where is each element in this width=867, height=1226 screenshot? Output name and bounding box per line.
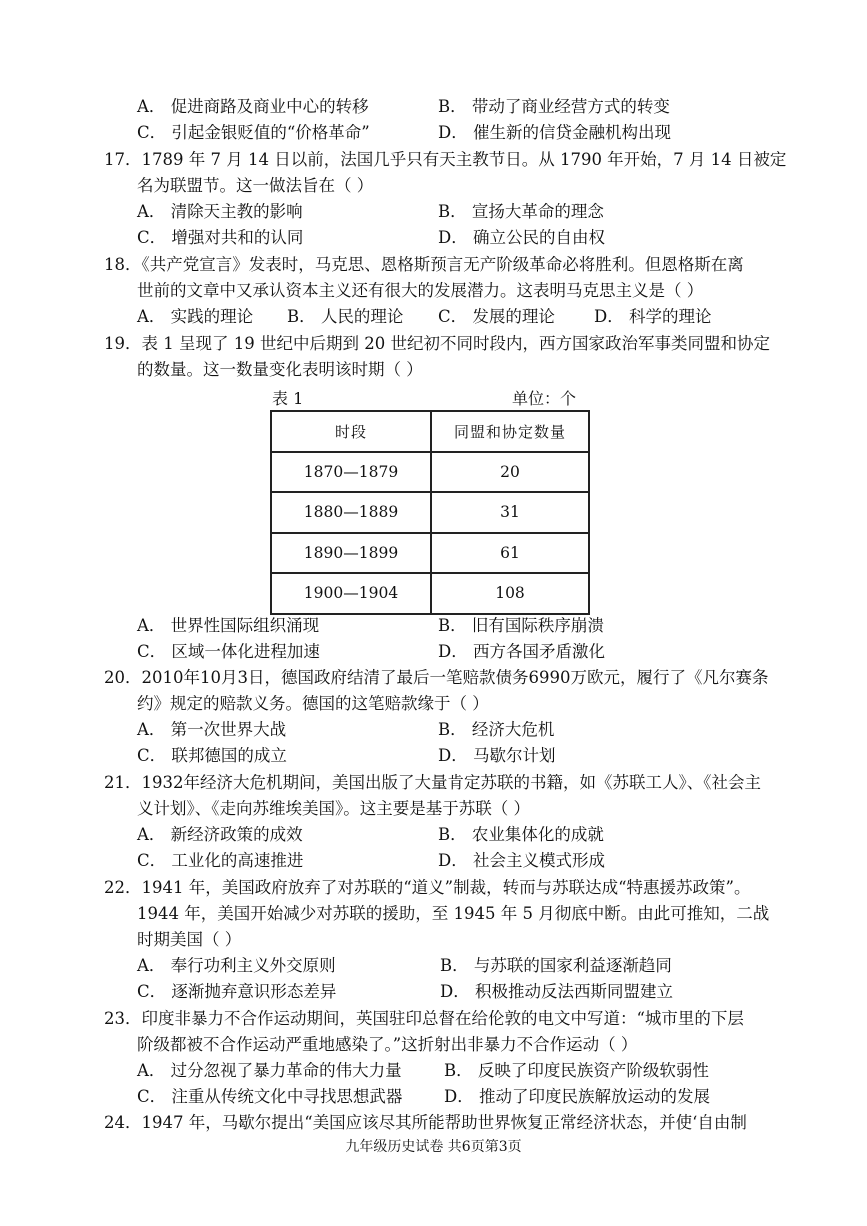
q21-stem-line1: 21．1932年经济大危机期间，美国出版了大量肯定苏联的书籍，如《苏联工人》、《社会主: [104, 773, 761, 792]
q19-option-d: D． 西方各国矛盾激化: [438, 642, 605, 661]
q23-stem-line2: 阶级都被不合作运动严重地感染了。”这折射出非暴力不合作运动（ ）: [137, 1035, 638, 1054]
q20-stem-line1: 20．2010年10月3日，德国政府结清了最后一笔赔款债务6990万欧元，履行了《凡尔赛条: [104, 668, 769, 687]
q23-option-d: D． 推动了印度民族解放运动的发展: [444, 1087, 710, 1106]
table-cell-period: 1900—1904: [271, 573, 431, 614]
q16-option-b: B． 带动了商业经营方式的转变: [438, 97, 670, 116]
q23-stem-line1: 23．印度非暴力不合作运动期间，英国驻印总督在给伦敦的电文中写道：“城市里的下层: [104, 1009, 744, 1028]
q17-option-d: D． 确立公民的自由权: [438, 228, 605, 247]
q21-option-b: B． 农业集体化的成就: [438, 825, 604, 844]
q23-option-b: B． 反映了印度民族资产阶级软弱性: [444, 1061, 709, 1080]
q21-option-c: C． 工业化的高速推进: [137, 851, 304, 870]
q18-stem-line1: 18．《共产党宣言》发表时，马克思、恩格斯预言无产阶级革命必将胜利。但恩格斯在离: [104, 255, 744, 274]
table-unit: 单位：个: [512, 389, 577, 408]
table-cell-count: 61: [431, 533, 589, 574]
table-row: [271, 452, 589, 493]
q19-stem-line2: 的数量。这一数量变化表明该时期（ ）: [137, 360, 423, 379]
q19-option-c: C． 区域一体化进程加速: [137, 642, 320, 661]
table-row: [271, 573, 589, 614]
q18-option-d: D． 科学的理论: [594, 307, 712, 326]
table-cell-count: 31: [431, 492, 589, 533]
q20-option-b: B． 经济大危机: [438, 720, 555, 739]
q17-option-b: B． 宣扬大革命的理念: [438, 202, 604, 221]
q22-option-a: A． 奉行功利主义外交原则: [137, 956, 336, 975]
q17-stem-line2: 名为联盟节。这一做法旨在（ ）: [137, 176, 374, 195]
table-caption: 表 1: [272, 389, 304, 408]
table-cell-period: 1890—1899: [271, 533, 431, 574]
q21-option-a: A． 新经济政策的成效: [137, 825, 303, 844]
q24-stem-line1: 24．1947 年，马歇尔提出“美国应该尽其所能帮助世界恢复正常经济状态，并使‘自由制: [104, 1113, 747, 1132]
q16-option-c: C． 引起金银贬值的“价格革命”: [137, 123, 370, 142]
table-header-count: 同盟和协定数量: [431, 411, 589, 452]
q20-stem-line2: 约》规定的赔款义务。德国的这笔赔款缘于（ ）: [137, 694, 489, 713]
page-footer: 九年级历史试卷 共6页第3页: [345, 1139, 522, 1155]
q22-stem-line2: 1944 年，美国开始减少对苏联的援助，至 1945 年 5 月彻底中断。由此可推知，二战: [137, 904, 770, 923]
table-cell-count: 20: [431, 452, 589, 493]
table-cell-count: 108: [431, 573, 589, 614]
q19-option-b: B． 旧有国际秩序崩溃: [438, 616, 604, 635]
q18-option-a: A． 实践的理论: [137, 307, 254, 326]
q22-stem-line3: 时期美国（ ）: [137, 930, 242, 949]
table-row: [271, 492, 589, 533]
table-cell-period: 1880—1889: [271, 492, 431, 533]
q21-stem-line2: 义计划》、《走向苏维埃美国》。这主要是基于苏联（ ）: [137, 799, 530, 818]
q17-stem-line1: 17．1789 年 7 月 14 日以前，法国几乎只有天主教节日。从 1790 年开始，7 月 14 日被定: [104, 150, 787, 169]
q22-option-b: B． 与苏联的国家利益逐渐趋同: [440, 956, 672, 975]
table-cell-period: 1870—1879: [271, 452, 431, 493]
q19-option-a: A． 世界性国际组织涌现: [137, 616, 320, 635]
alliance-count-table: [270, 410, 590, 615]
q23-option-a: A． 过分忽视了暴力革命的伟大力量: [137, 1061, 402, 1080]
q18-stem-line2: 世前的文章中又承认资本主义还有很大的发展潜力。这表明马克思主义是（ ）: [137, 281, 704, 300]
q21-option-d: D． 社会主义模式形成: [438, 851, 605, 870]
table-row: [271, 533, 589, 574]
q20-option-c: C． 联邦德国的成立: [137, 746, 287, 765]
q22-stem-line1: 22．1941 年，美国政府放弃了对苏联的“道义”制裁，转而与苏联达成“特惠援苏政策”。: [104, 878, 751, 897]
q23-option-c: C． 注重从传统文化中寻找思想武器: [137, 1087, 403, 1106]
q22-option-c: C． 逐渐抛弃意识形态差异: [137, 982, 337, 1001]
q22-option-d: D． 积极推动反法西斯同盟建立: [440, 982, 673, 1001]
q20-option-d: D． 马歇尔计划: [438, 746, 556, 765]
q19-stem-line1: 19．表 1 呈现了 19 世纪中后期到 20 世纪初不同时段内，西方国家政治军事类同盟和协定: [104, 334, 770, 353]
q18-option-b: B． 人民的理论: [287, 307, 404, 326]
table-header-period: 时段: [271, 411, 431, 452]
q18-option-c: C． 发展的理论: [438, 307, 555, 326]
q16-option-d: D． 催生新的信贷金融机构出现: [438, 123, 671, 142]
q17-option-a: A． 清除天主教的影响: [137, 202, 303, 221]
table-header-row: [271, 411, 589, 452]
q16-option-a: A． 促进商路及商业中心的转移: [137, 97, 369, 116]
q17-option-c: C． 增强对共和的认同: [137, 228, 304, 247]
q20-option-a: A． 第一次世界大战: [137, 720, 287, 739]
